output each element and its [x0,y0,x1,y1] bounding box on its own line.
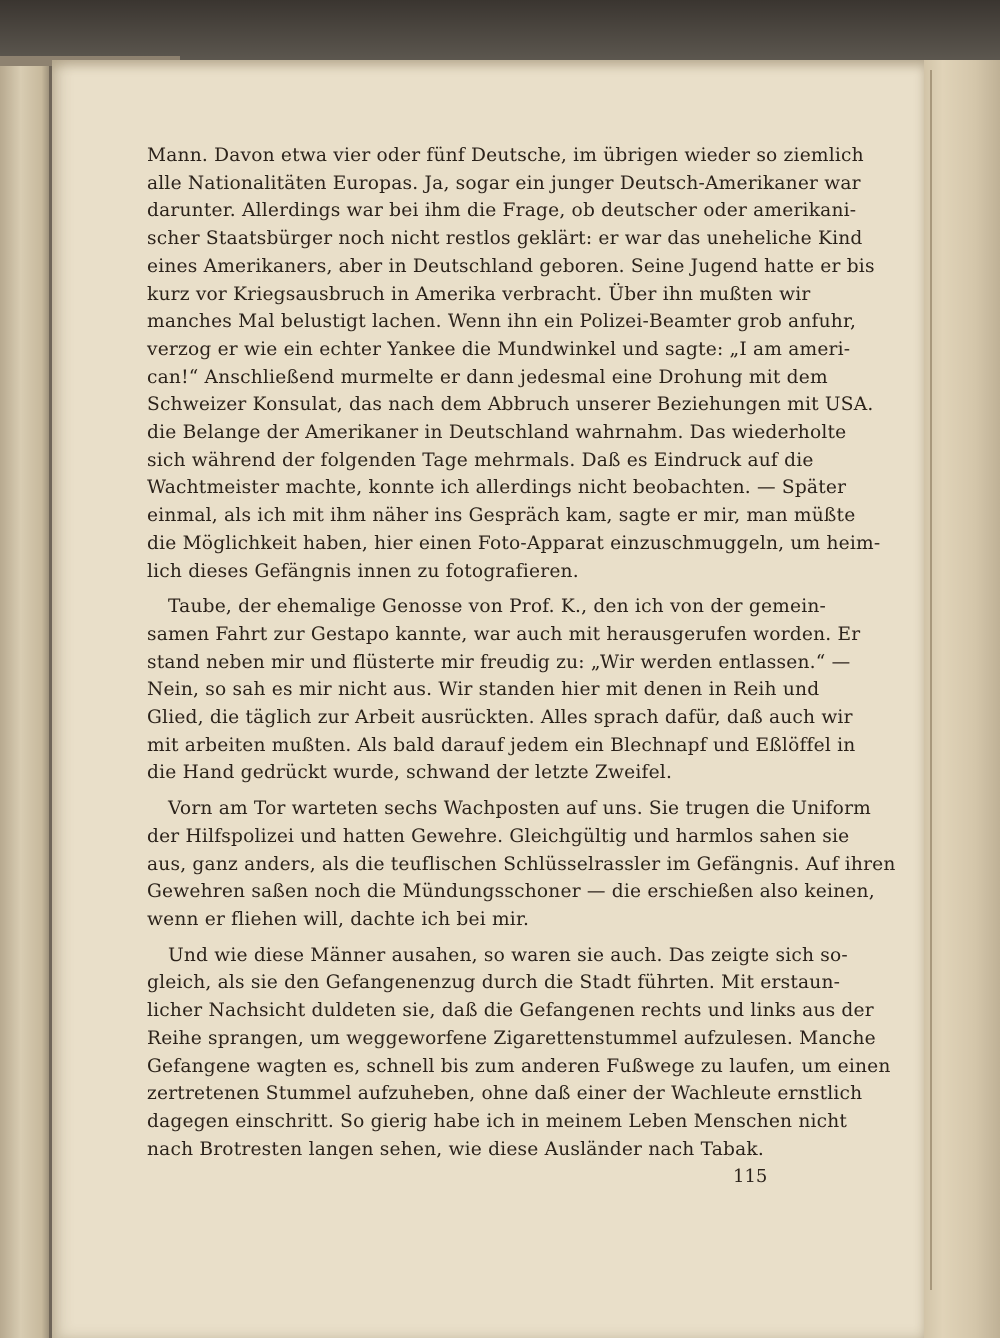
text-line: manches Mal belustigt lachen. Wenn ihn ein Polizei-Beamter grob anfuhr, [147,311,857,333]
text-line: einmal, als ich mit ihm näher ins Gespräch kam, sagte er mir, man müßte [147,505,856,527]
text-line: Glied, die täglich zur Arbeit ausrückten. Alles sprach dafür, daß auch wir [147,707,853,729]
text-line: licher Nachsicht duldeten sie, daß die Gefangenen rechts und links aus der [147,1000,874,1022]
text-line: kurz vor Kriegsausbruch in Amerika verbracht. Über ihn mußten wir [147,283,811,305]
paragraph-4 [147,942,891,1164]
scan-background [0,0,1000,60]
paragraph-1 [147,142,881,585]
text-line: stand neben mir und flüsterte mir freudig zu: „Wir werden entlassen.“ — [147,651,851,673]
body-text [147,142,896,1171]
text-line: nach Brotresten langen sehen, wie diese Ausländer nach Tabak. [147,1138,765,1160]
text-line: Wachtmeister machte, konnte ich allerdings nicht beobachten. — Später [147,477,847,499]
page-edge-line [930,70,932,1290]
text-line: scher Staatsbürger noch nicht restlos geklärt: er war das uneheliche Kind [147,228,863,250]
paragraph-3 [147,795,896,934]
text-line: Und wie diese Männer ausahen, so waren sie auch. Das zeigte sich so- [168,944,848,966]
text-line: aus, ganz anders, als die teuflischen Schlüsselrassler im Gefängnis. Auf ihren [147,853,896,875]
text-line: Reihe sprangen, um weggeworfene Zigarettenstummel aufzulesen. Manche [147,1027,876,1049]
text-line: dagegen einschritt. So gierig habe ich in meinem Leben Menschen nicht [147,1110,848,1132]
text-line: verzog er wie ein echter Yankee die Mundwinkel und sagte: „I am ameri- [147,338,851,360]
text-line: gleich, als sie den Gefangenenzug durch die Stadt führten. Mit erstaun- [147,972,841,994]
page-number: 115 [733,1166,768,1187]
text-line: die Möglichkeit haben, hier einen Foto-Apparat einzuschmuggeln, um heim- [147,532,881,554]
text-line: eines Amerikaners, aber in Deutschland geboren. Seine Jugend hatte er bis [147,255,875,277]
text-line: can!“ Anschließend murmelte er dann jedesmal eine Drohung mit dem [147,366,828,388]
left-page-edge [0,58,52,1338]
text-line: Gefangene wagten es, schnell bis zum anderen Fußwege zu laufen, um einen [147,1055,891,1077]
text-line: darunter. Allerdings war bei ihm die Frage, ob deutscher oder amerikani- [147,200,857,222]
paragraph-2 [147,593,861,787]
text-line: die Hand gedrückt wurde, schwand der letzte Zweifel. [147,762,673,784]
text-line: sich während der folgenden Tage mehrmals. Daß es Eindruck auf die [147,449,814,471]
text-line: alle Nationalitäten Europas. Ja, sogar ein junger Deutsch-Amerikaner war [147,172,861,194]
text-line: Gewehren saßen noch die Mündungsschoner — die erschießen also keinen, [147,881,875,903]
text-line: Nein, so sah es mir nicht aus. Wir standen hier mit denen in Reih und [147,679,820,701]
text-line: samen Fahrt zur Gestapo kannte, war auch mit herausgerufen worden. Er [147,623,861,645]
text-line: zertretenen Stummel aufzuheben, ohne daß einer der Wachleute ernstlich [147,1083,863,1105]
text-line: die Belange der Amerikaner in Deutschland wahrnahm. Das wiederholte [147,422,847,444]
text-line: lich dieses Gefängnis innen zu fotografieren. [147,560,579,582]
text-line: Schweizer Konsulat, das nach dem Abbruch unserer Beziehungen mit USA. [147,394,874,416]
text-line: Taube, der ehemalige Genosse von Prof. K., den ich von der gemein- [168,596,826,618]
text-line: mit arbeiten mußten. Als bald darauf jedem ein Blechnapf und Eßlöffel in [147,734,856,756]
text-line: Mann. Davon etwa vier oder fünf Deutsche, im übrigen wieder so ziemlich [147,145,864,166]
text-line: der Hilfspolizei und hatten Gewehre. Gleichgültig und harmlos sahen sie [147,825,850,847]
text-line: wenn er fliehen will, dachte ich bei mir. [147,908,530,930]
text-line: Vorn am Tor warteten sechs Wachposten auf uns. Sie trugen die Uniform [168,798,871,820]
